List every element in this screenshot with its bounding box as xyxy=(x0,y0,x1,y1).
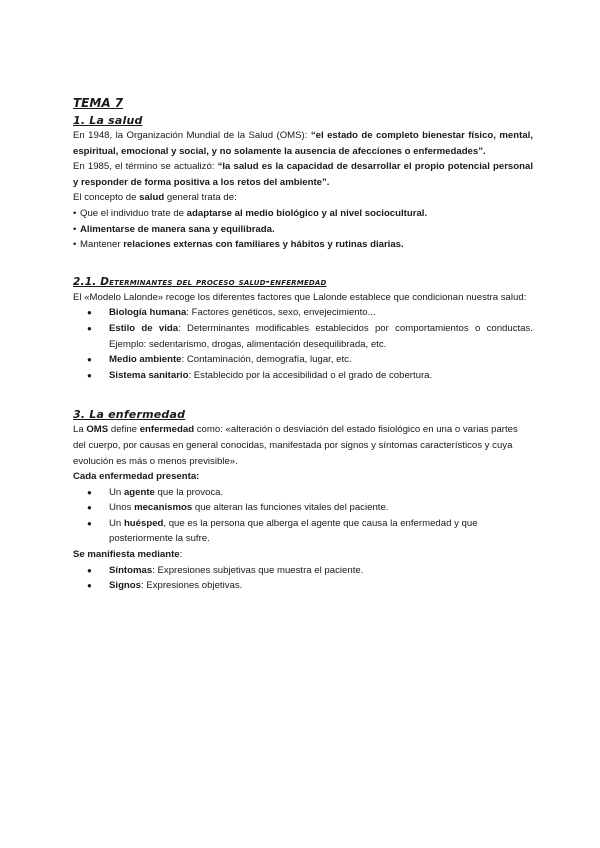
text: La xyxy=(73,424,87,436)
text: En 1985, el término se actualizó: xyxy=(73,161,218,173)
text: que alteran las funciones vitales del paciente. xyxy=(192,502,389,514)
text: define xyxy=(108,424,140,436)
bold-text: salud xyxy=(139,192,165,204)
bold-text: Signos xyxy=(109,580,141,592)
paragraph-oms-enfermedad xyxy=(73,422,533,469)
text: Unos xyxy=(109,502,135,514)
list-item xyxy=(87,321,533,352)
label-se-manifiesta xyxy=(73,547,533,563)
text: : Establecido por la accesibilidad o el grado de cobertura. xyxy=(188,369,433,381)
bold-text: Se manifiesta mediante xyxy=(73,549,180,561)
spacer xyxy=(73,383,533,405)
bold-text: huésped xyxy=(123,517,164,529)
list-item xyxy=(87,305,533,321)
text: : Factores genéticos, sexo, envejecimiento... xyxy=(186,307,376,319)
text: general trata de: xyxy=(164,192,237,204)
section-heading-salud: 1. La salud xyxy=(73,114,143,127)
paragraph-oms-1948 xyxy=(73,128,533,159)
manifestaciones-list xyxy=(73,563,533,594)
bold-text: Cada enfermedad presenta: xyxy=(73,471,200,483)
text: Mantener xyxy=(80,239,124,251)
section-heading-determinantes: 2.1. Determinantes del proceso salud-enfermedad xyxy=(73,275,327,288)
lalonde-factors-list xyxy=(73,305,533,383)
enfermedad-components-list xyxy=(73,485,533,547)
paragraph-1985 xyxy=(73,159,533,190)
bold-text: relaciones externas con familiares y hábitos y rutinas diarias. xyxy=(123,239,404,251)
list-item xyxy=(87,368,533,384)
spacer xyxy=(73,253,533,275)
list-item xyxy=(87,485,533,501)
list-item xyxy=(73,237,533,253)
paragraph-concepto xyxy=(73,190,533,206)
text: Un xyxy=(109,517,124,529)
list-item xyxy=(73,222,533,238)
text: : Contaminación, demografía, lugar, etc. xyxy=(181,354,352,366)
list-item xyxy=(73,206,533,222)
bold-text: Síntomas xyxy=(109,564,153,576)
text: : Expresiones subjetivas que muestra el paciente. xyxy=(152,564,364,576)
bold-text: enfermedad xyxy=(139,424,195,436)
bold-text: Biología humana xyxy=(109,307,187,319)
bold-text: Medio ambiente xyxy=(109,354,182,366)
list-item xyxy=(87,500,533,516)
text: : Determinantes modificables establecidos por comportamientos o conductas. Ejemplo: sedentarismo, drogas, alimentación desequilibrada, etc. xyxy=(109,322,533,350)
text: , que es la persona que alberga el agente que causa la enfermedad y que posteriormente la sufre. xyxy=(109,517,478,545)
paragraph-lalonde: El «Modelo Lalonde» recoge los diferentes factores que Lalonde establece que condicionan nuestra salud: xyxy=(73,291,527,303)
salud-bullet-list xyxy=(73,206,533,253)
text: que la provoca. xyxy=(154,486,224,498)
text: El concepto de xyxy=(73,192,140,204)
text: Que el individuo trate de xyxy=(80,207,187,219)
text: : xyxy=(179,549,183,561)
bold-text: agente xyxy=(123,486,155,498)
bold-text: “el estado de completo bienestar físico, mental, espiritual, emocional y social, y no solamente la ausencia de afecciones o enfermedades”. xyxy=(73,130,533,157)
bold-text: Estilo de vida xyxy=(109,322,179,334)
label-cada-enfermedad xyxy=(73,469,533,485)
text: En 1948, la Organización Mundial de la Salud (OMS): xyxy=(73,130,311,141)
bold-text: Sistema sanitario xyxy=(109,369,189,381)
bold-text: “la salud es la capacidad de desarrollar el propio potencial personal y responder de forma positiva a los retos del ambiente”. xyxy=(73,161,533,188)
list-item xyxy=(87,516,533,547)
text: como: «alteración o desviación del estado fisiológico en una o varias partes del cuerpo, por causas en general conocidas, manifestada por signos y síntomas característicos y cuya evolución es más o menos previsible». xyxy=(73,424,518,467)
bold-text: OMS xyxy=(86,424,109,436)
bold-text: adaptarse al medio biológico y al nivel sociocultural. xyxy=(186,207,428,219)
text: Un xyxy=(109,486,124,498)
section-heading-enfermedad: 3. La enfermedad xyxy=(73,408,186,422)
document-content xyxy=(73,95,533,594)
text: : Expresiones objetivas. xyxy=(140,580,243,592)
bold-text: mecanismos xyxy=(134,502,193,514)
list-item xyxy=(87,563,533,579)
list-item xyxy=(87,352,533,368)
page-title: TEMA 7 xyxy=(73,96,124,110)
list-item xyxy=(87,578,533,594)
bold-text: Alimentarse de manera sana y equilibrada. xyxy=(80,223,275,235)
